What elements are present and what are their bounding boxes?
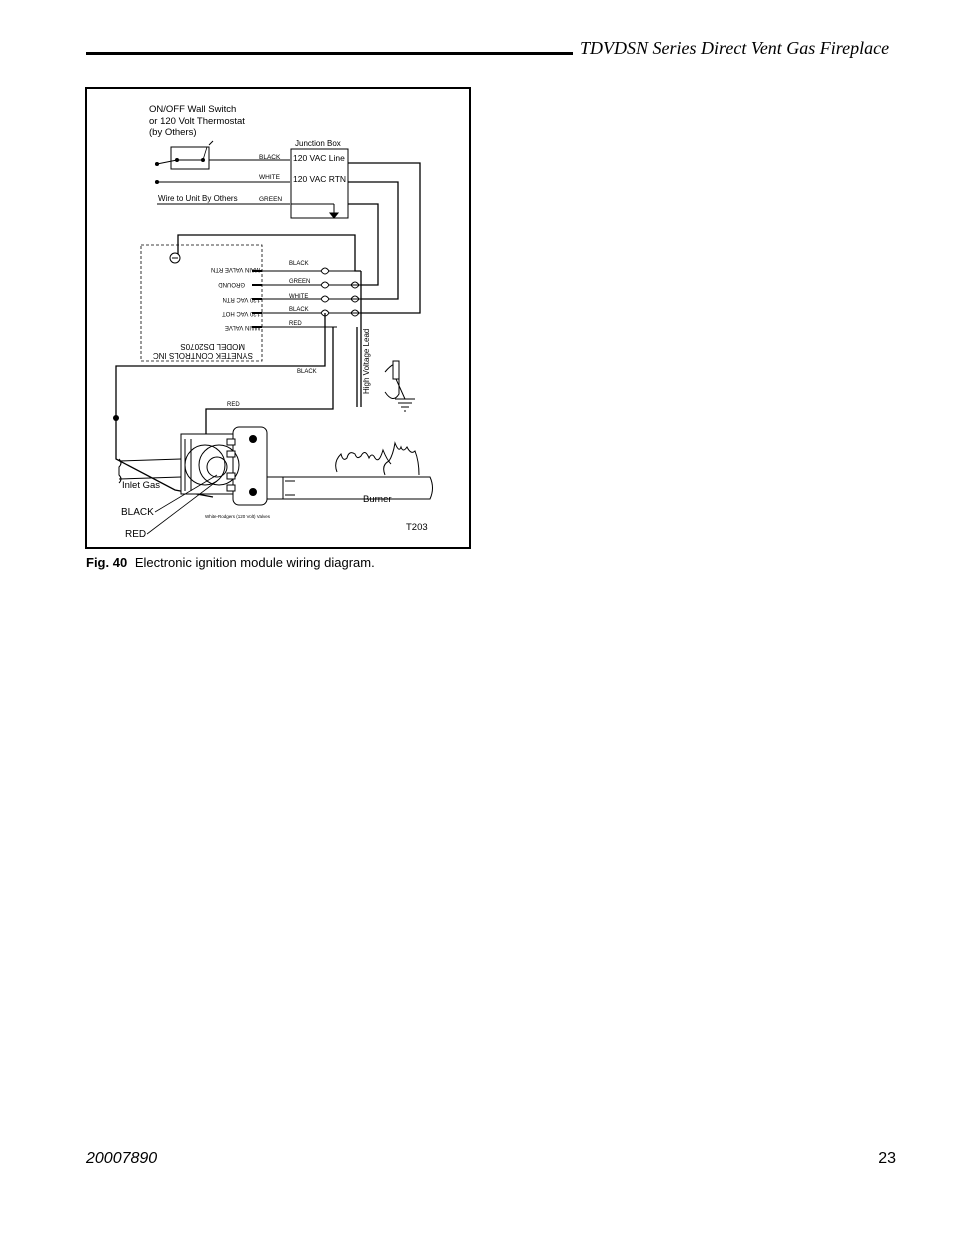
wire-connectors bbox=[321, 268, 359, 316]
inlet-gas-label: Inlet Gas bbox=[122, 480, 161, 491]
lower-wire-black: BLACK bbox=[297, 369, 317, 375]
module-wire-black-2: BLACK bbox=[289, 307, 309, 313]
module-wire-black: BLACK bbox=[289, 261, 309, 267]
valve-note: White-Rodgers (120 Volt) Valves bbox=[205, 514, 270, 519]
figure-number: Fig. 40 bbox=[86, 555, 128, 570]
header-rule bbox=[86, 52, 573, 55]
vac-line-label: 120 VAC Line bbox=[293, 153, 345, 163]
wire-splice-dot bbox=[113, 415, 119, 421]
module-wire-red: RED bbox=[289, 321, 302, 327]
terminal-main-valve-rtn: MAIN VALVE RTN bbox=[210, 266, 260, 272]
terminal-ground: GROUND bbox=[218, 281, 245, 287]
burner-flames bbox=[336, 443, 419, 475]
igniter-electrode bbox=[385, 361, 415, 411]
switch-label-line1: ON/OFF Wall Switch bbox=[149, 104, 237, 115]
module-wire-green: GREEN bbox=[289, 279, 311, 285]
junction-ground-symbol bbox=[291, 204, 338, 218]
module-name-line1: SYNETEK CONTROLS INC bbox=[152, 351, 253, 360]
header-title: TDVDSN Series Direct Vent Gas Fireplace bbox=[580, 38, 890, 58]
high-voltage-lead-label: High Voltage Lead bbox=[362, 328, 371, 394]
figure-caption bbox=[86, 555, 375, 570]
junction-to-module-wires bbox=[178, 163, 420, 313]
wiring-diagram bbox=[85, 87, 471, 549]
wall-switch-symbol bbox=[157, 141, 213, 169]
module-name-line2: MODEL DS2070S bbox=[180, 342, 245, 351]
switch-label-line3: (by Others) bbox=[149, 127, 197, 138]
figure-caption-text: Electronic ignition module wiring diagram. bbox=[134, 555, 375, 570]
switch-label-line2: or 120 Volt Thermostat bbox=[149, 116, 245, 127]
wire-label-green: GREEN bbox=[259, 196, 283, 203]
wire-label-white: WHITE bbox=[259, 174, 280, 181]
vac-rtn-label: 120 VAC RTN bbox=[293, 174, 347, 184]
gas-valve bbox=[181, 427, 267, 505]
junction-box-label: Junction Box bbox=[295, 139, 341, 148]
page-number: 23 bbox=[878, 1150, 896, 1167]
burner-label: Burner bbox=[363, 494, 392, 505]
figure-id: T203 bbox=[406, 522, 428, 533]
document-number: 20007890 bbox=[86, 1150, 158, 1167]
terminal-main-valve: MAIN VALVE bbox=[224, 324, 260, 330]
wire-label-black: BLACK bbox=[259, 154, 281, 161]
lower-wire-red: RED bbox=[227, 402, 240, 408]
module-wire-white: WHITE bbox=[289, 294, 309, 300]
valve-black-label: BLACK bbox=[121, 507, 154, 518]
valve-red-label: RED bbox=[125, 529, 147, 540]
wire-to-unit-label: Wire to Unit By Others bbox=[158, 194, 238, 203]
terminal-120-vac-rtn: 120 VAC RTN bbox=[222, 296, 260, 302]
terminal-120-vac-hot: 120 VAC HOT bbox=[222, 310, 260, 316]
wiring-diagram-figure bbox=[85, 87, 471, 549]
burner bbox=[267, 477, 433, 499]
